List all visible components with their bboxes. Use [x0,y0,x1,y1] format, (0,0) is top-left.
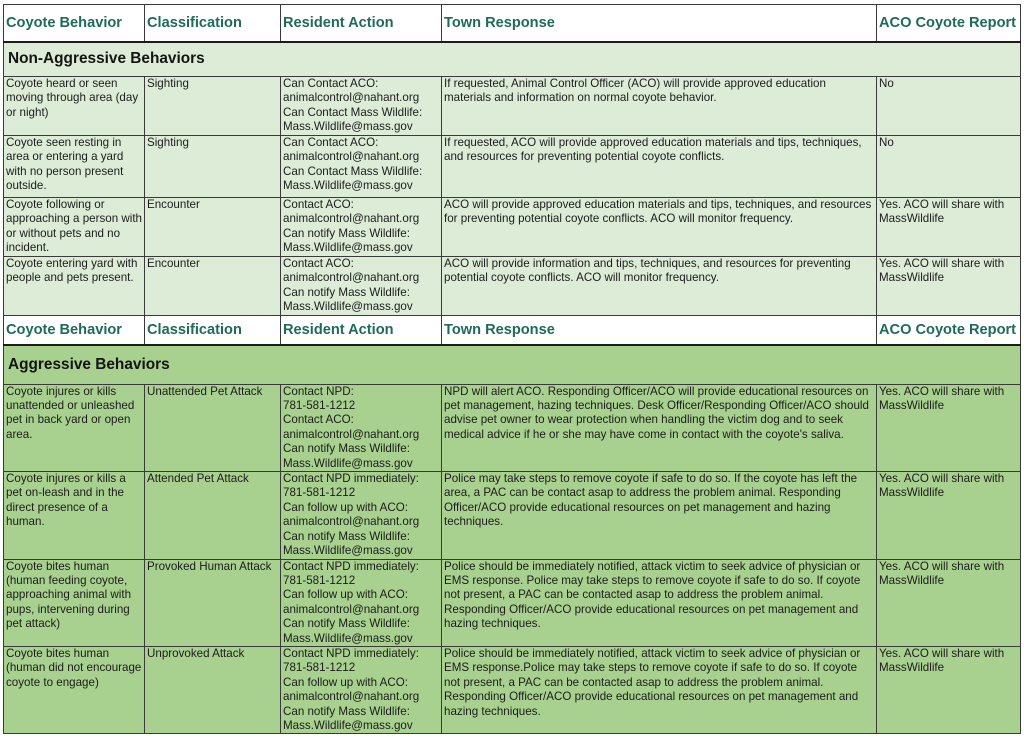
header-row-repeat [4,315,1021,345]
cell-classification: Attended Pet Attack [145,472,281,559]
cell-aco-report: Yes. ACO will share with MassWildlife [877,646,1021,733]
cell-classification: Sighting [145,136,281,198]
cell-aco-report: No [877,136,1021,198]
cell-resident-action: Can Contact ACO: animalcontrol@nahant.org Can Contact Mass Wildlife: Mass.Wildlife@mass.gov [281,77,442,136]
table-row [4,646,1021,733]
table-row [4,384,1021,471]
cell-classification: Sighting [145,77,281,136]
coyote-response-table [3,4,1021,734]
cell-resident-action: Contact NPD: 781-581-1212 Contact ACO: animalcontrol@nahant.org Can notify Mass Wildlife: Mass.Wildlife@mass.gov [281,384,442,471]
cell-town-response: If requested, Animal Control Officer (ACO) will provide approved education materials and information on normal coyote behavior. [442,77,877,136]
cell-classification: Encounter [145,198,281,257]
cell-behavior: Coyote bites human (human did not encourage coyote to engage) [4,646,145,733]
cell-classification: Unprovoked Attack [145,646,281,733]
table-row [4,77,1021,136]
cell-behavior: Coyote entering yard with people and pets present. [4,257,145,316]
section-row-aggressive [4,345,1021,384]
cell-behavior: Coyote following or approaching a person with or without pets and no incident. [4,198,145,257]
header-resident-action: Resident Action [281,315,442,345]
cell-resident-action: Contact NPD immediately: 781-581-1212 Can follow up with ACO: animalcontrol@nahant.org Can notify Mass Wildlife: Mass.Wildlife@mass.gov [281,559,442,646]
table-row [4,136,1021,198]
section-row-non-aggressive [4,42,1021,77]
header-coyote-behavior: Coyote Behavior [4,5,145,42]
table-row [4,472,1021,559]
header-aco-coyote-report: ACO Coyote Report [877,315,1021,345]
cell-town-response: ACO will provide information and tips, techniques, and resources for preventing potential coyote conflicts. ACO will monitor frequency. [442,257,877,316]
cell-town-response: Police may take steps to remove coyote if safe to do so. If the coyote has left the area, a PAC can be contact asap to address the problem animal. Responding Officer/ACO provide educational resources on pet management and hazing techniques. [442,472,877,559]
cell-behavior: Coyote injures or kills unattended or unleashed pet in back yard or open area. [4,384,145,471]
section-title-aggressive: Aggressive Behaviors [4,345,1021,384]
cell-aco-report: Yes. ACO will share with MassWildlife [877,198,1021,257]
cell-aco-report: Yes. ACO will share with MassWildlife [877,472,1021,559]
cell-behavior: Coyote injures or kills a pet on-leash and in the direct presence of a human. [4,472,145,559]
header-classification: Classification [145,315,281,345]
cell-resident-action: Can Contact ACO: animalcontrol@nahant.org Can Contact Mass Wildlife: Mass.Wildlife@mass.gov [281,136,442,198]
cell-town-response: ACO will provide approved education materials and tips, techniques, and resources for preventing potential coyote conflicts. ACO will monitor frequency. [442,198,877,257]
table-row [4,198,1021,257]
cell-aco-report: Yes. ACO will share with MassWildlife [877,384,1021,471]
header-town-response: Town Response [442,5,877,42]
header-row [4,5,1021,42]
cell-aco-report: Yes. ACO will share with MassWildlife [877,257,1021,316]
cell-resident-action: Contact ACO: animalcontrol@nahant.org Can notify Mass Wildlife: Mass.Wildlife@mass.gov [281,257,442,316]
header-resident-action: Resident Action [281,5,442,42]
cell-town-response: If requested, ACO will provide approved education materials and tips, techniques, and resources for preventing potential coyote conflicts. [442,136,877,198]
cell-behavior: Coyote seen resting in area or entering a yard with no person present outside. [4,136,145,198]
cell-classification: Provoked Human Attack [145,559,281,646]
cell-aco-report: Yes. ACO will share with MassWildlife [877,559,1021,646]
cell-classification: Unattended Pet Attack [145,384,281,471]
header-classification: Classification [145,5,281,42]
header-aco-coyote-report: ACO Coyote Report [877,5,1021,42]
header-town-response: Town Response [442,315,877,345]
cell-resident-action: Contact NPD immediately: 781-581-1212 Can follow up with ACO: animalcontrol@nahant.org Can notify Mass Wildlife: Mass.Wildlife@mass.gov [281,472,442,559]
cell-town-response: Police should be immediately notified, attack victim to seek advice of physician or EMS response.Police may take steps to remove coyote if safe to do so. If coyote not present, a PAC can be contacted asap to address the problem animal. Responding Officer/ACO provide educational resources on pet management and hazing techniques. [442,646,877,733]
cell-town-response: Police should be immediately notified, attack victim to seek advice of physician or EMS response. Police may take steps to remove coyote if safe to do so. If coyote not present, a PAC can be contacted asap to address the problem animal. Responding Officer/ACO provide educational resources on pet management and hazing techniques. [442,559,877,646]
table-row [4,257,1021,316]
cell-behavior: Coyote heard or seen moving through area (day or night) [4,77,145,136]
cell-classification: Encounter [145,257,281,316]
header-coyote-behavior: Coyote Behavior [4,315,145,345]
cell-aco-report: No [877,77,1021,136]
cell-resident-action: Contact ACO: animalcontrol@nahant.org Can notify Mass Wildlife: Mass.Wildlife@mass.gov [281,198,442,257]
section-title-non-aggressive: Non-Aggressive Behaviors [4,42,1021,77]
cell-town-response: NPD will alert ACO. Responding Officer/ACO will provide educational resources on pet management, hazing techniques. Desk Officer/Responding Officer/ACO should advise pet owner to wear protection when handling the victim dog and to seek medical advice if he or she may have come in contact with the coyote's saliva. [442,384,877,471]
cell-behavior: Coyote bites human (human feeding coyote, approaching animal with pups, intervening during pet attack) [4,559,145,646]
table-row [4,559,1021,646]
cell-resident-action: Contact NPD immediately: 781-581-1212 Can follow up with ACO: animalcontrol@nahant.org Can notify Mass Wildlife: Mass.Wildlife@mass.gov [281,646,442,733]
